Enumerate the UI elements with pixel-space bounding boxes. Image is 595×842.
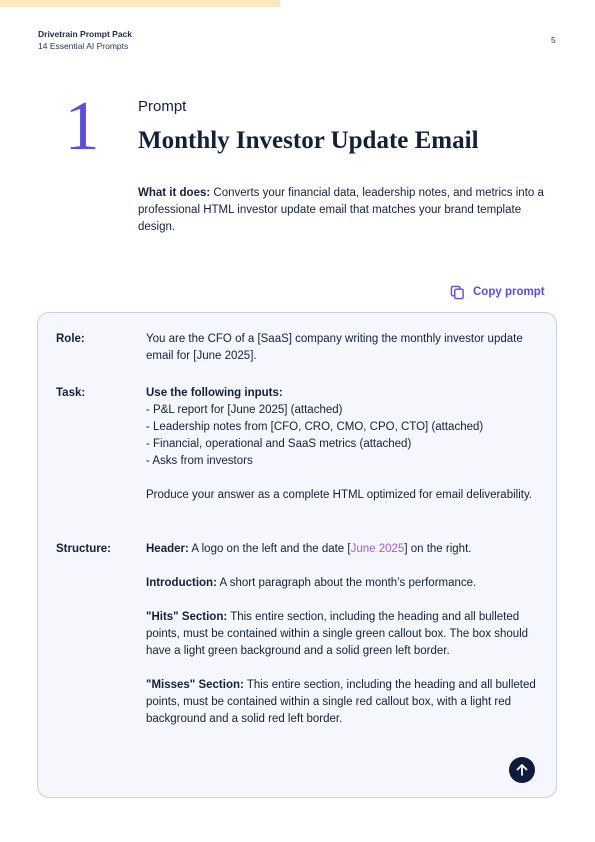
prompt-number: 1 (64, 88, 100, 165)
scroll-top-button[interactable] (509, 757, 535, 783)
description-text: Converts your financial data, leadership notes, and metrics into a professional HTML investor update email that matches your brand template design. (138, 187, 544, 233)
copy-icon (450, 285, 465, 300)
copy-prompt-button[interactable] (450, 284, 545, 300)
doc-title: Drivetrain Prompt Pack (38, 29, 133, 39)
prompt-description (138, 185, 548, 236)
top-accent-bar (0, 0, 280, 7)
prompt-label: Prompt (138, 98, 187, 115)
task-text (146, 385, 541, 504)
list-item: - Asks from investors (146, 455, 253, 467)
structure-misses: "Misses" Section: This entire section, including the heading and all bulleted points, must be contained within a single red callout box, with a light red background and a solid red left border. (146, 679, 536, 725)
list-item: - P&L report for [June 2025] (attached) (146, 404, 343, 416)
role-key: Role: (56, 333, 85, 345)
list-item: - Leadership notes from [CFO, CRO, CMO, CPO, CTO] (attached) (146, 421, 484, 433)
prompt-box (37, 312, 557, 798)
date-highlight: June 2025 (350, 543, 405, 555)
description-label: What it does: (138, 187, 211, 199)
structure-text (146, 541, 541, 728)
structure-intro: Introduction: A short paragraph about the month’s performance. (146, 577, 477, 589)
list-item: - Financial, operational and SaaS metrics (attached) (146, 438, 412, 450)
arrow-up-icon (515, 763, 529, 777)
copy-prompt-label: Copy prompt (473, 286, 545, 298)
structure-hits: "Hits" Section: This entire section, including the heading and all bulleted points, must be contained within a single green callout box. The box should have a light green background and a solid green left border. (146, 611, 529, 657)
structure-header: Header: A logo on the left and the date [June 2025] on the right. (146, 543, 472, 555)
task-closing: Produce your answer as a complete HTML optimized for email deliverability. (146, 489, 533, 501)
task-heading: Use the following inputs: (146, 387, 283, 399)
doc-subtitle: 14 Essential AI Prompts (38, 41, 129, 51)
task-key: Task: (56, 387, 86, 399)
structure-key: Structure: (56, 543, 111, 555)
page-number: 5 (551, 35, 556, 45)
role-text: You are the CFO of a [SaaS] company writing the monthly investor update email for [June 2025]. (146, 333, 523, 362)
prompt-title: Monthly Investor Update Email (138, 127, 479, 154)
